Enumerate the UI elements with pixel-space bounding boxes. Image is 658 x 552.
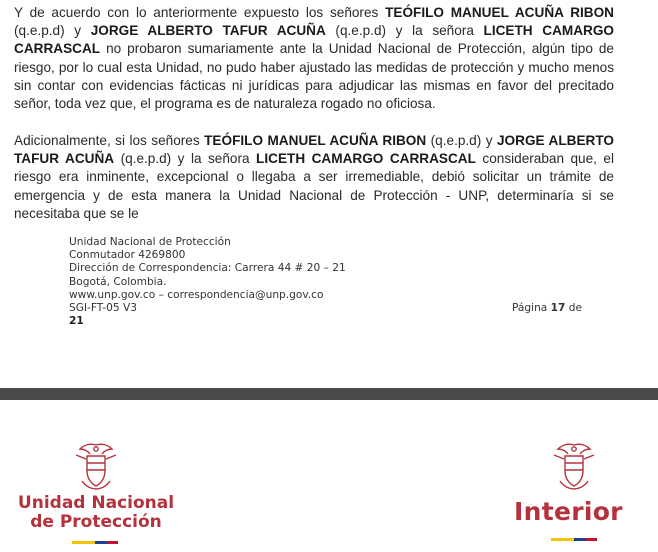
coat-of-arms-icon xyxy=(548,441,600,491)
coat-of-arms-icon xyxy=(70,441,122,491)
paragraph-1: Y de acuerdo con lo anteriormente expuesto los señores TEÓFILO MANUEL ACUÑA RIBON (q.e.p.d) y JORGE ALBERTO TAFUR ACUÑA (q.e.p.d) y la señora LICETH CAMARGO CARRASCAL no probaron sumariamente ante la Unidad Nacional de Protección, algún tipo de riesgo, por lo cual esta Unidad, no pudo haber ajustado las medidas de protección y mucho menos sin contar con evidencias fácticas ni jurídicas para adjudicar las mismas en favor del precitado señor, toda vez que, el programa es de naturaleza rogado no oficiosa. xyxy=(14,5,614,112)
page-total: 21 xyxy=(69,315,84,327)
person-name: TEÓFILO MANUEL ACUÑA RIBON xyxy=(204,133,427,148)
footer-phone: Conmutador 4269800 xyxy=(69,249,186,262)
interior-logo-text: Interior xyxy=(514,497,623,526)
page-footer xyxy=(69,236,346,315)
person-name: JORGE ALBERTO TAFUR ACUÑA xyxy=(90,23,326,39)
footer-web: www.unp.gov.co – correspondencia@unp.gov.co xyxy=(69,288,324,301)
paragraph-2: Adicionalmente, si los señores TEÓFILO MANUEL ACUÑA RIBON (q.e.p.d) y JORGE ALBERTO TAFUR ACUÑA (q.e.p.d) y la señora LICETH CAMARGO CARRASCAL consideraban que, el riesgo era inminente, excepcional o llegaba a ser irremediable, debió solicitar un trámite de emergencia y de esta manera la Unidad Nacional de Protección - UNP, determinaría si se necesitaba que se le xyxy=(14,133,615,221)
colombia-flag-stripe xyxy=(551,538,597,541)
footer-city: Bogotá, Colombia. xyxy=(69,275,167,288)
unp-logo-text: Unidad Nacional de Protección xyxy=(17,493,175,532)
person-name: LICETH CAMARGO CARRASCAL xyxy=(14,23,614,57)
page-number: Página 17 de xyxy=(512,302,583,314)
footer-code: SGI-FT-05 V3 xyxy=(69,302,137,315)
footer-org: Unidad Nacional de Protección xyxy=(69,236,231,248)
person-name: JORGE ALBERTO TAFUR ACUÑA xyxy=(14,133,614,167)
colombia-flag-stripe xyxy=(72,541,118,544)
footer-address: Dirección de Correspondencia: Carrera 44 # 20 – 21 xyxy=(69,262,346,275)
person-name: TEÓFILO MANUEL ACUÑA RIBON xyxy=(385,5,614,20)
page-separator xyxy=(0,388,658,400)
person-name: LICETH CAMARGO CARRASCAL xyxy=(256,151,476,167)
